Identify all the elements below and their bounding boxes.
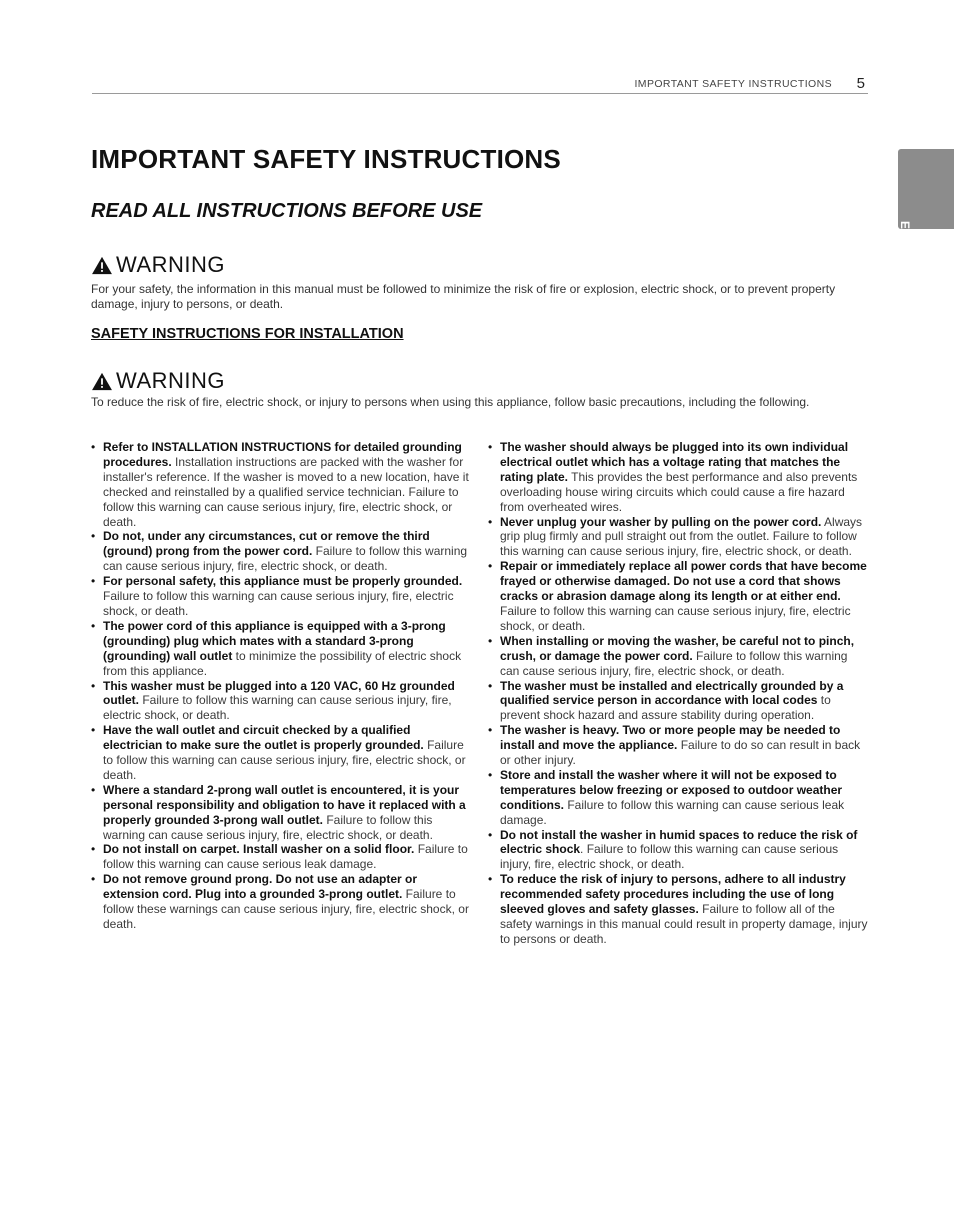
right-instruction-list	[488, 440, 870, 947]
list-item: • Have the wall outlet and circuit checked by a qualified electrician to make sure the outlet is properly grounded. Failure to follow this warning can cause serious injury, fire, electric shock, or death.	[91, 723, 471, 783]
list-item: • This washer must be plugged into a 120 VAC, 60 Hz grounded outlet. Failure to follow this warning can cause serious injury, fire, electric shock, or death.	[91, 679, 471, 724]
list-item: • The washer is heavy. Two or more people may be needed to install and move the appliance. Failure to do so can result in back or other injury.	[488, 723, 870, 768]
warning-text-general: For your safety, the information in this manual must be followed to minimize the risk of fire or explosion, electric shock, or to prevent property damage, injury to persons, or death.	[91, 282, 836, 311]
left-instruction-list	[91, 440, 471, 932]
page-subtitle: READ ALL INSTRUCTIONS BEFORE USE	[91, 200, 483, 222]
list-item: • Do not, under any circumstances, cut or remove the third (ground) prong from the power cord. Failure to follow this warning can cause serious injury, fire, electric shock, or death.	[91, 529, 471, 574]
language-tab	[898, 149, 954, 283]
list-item: • Never unplug your washer by pulling on the power cord. Always grip plug firmly and pull straight out from the outlet. Failure to follow this warning can cause serious injury, fire, electric shock, or death.	[488, 515, 870, 560]
warning-label: WARNING	[116, 368, 226, 393]
language-tab-label: ENGLISH	[898, 221, 912, 283]
page-number: 5	[856, 75, 865, 92]
list-item: • Where a standard 2-prong wall outlet is encountered, it is your personal responsibility and obligation to have it replaced with a properly grounded 3-prong wall outlet. Failure to follow this warning can cause serious injury, fire, electric shock, or death.	[91, 783, 471, 843]
list-item: • To reduce the risk of injury to persons, adhere to all industry recommended safety procedures including the use of long sleeved gloves and safety glasses. Failure to follow all of the safety warnings in this manual could result in property damage, injury to persons or death.	[488, 872, 870, 947]
warning-triangle-icon	[91, 256, 113, 275]
warning-heading-general	[91, 252, 225, 278]
running-title: IMPORTANT SAFETY INSTRUCTIONS	[634, 78, 832, 90]
list-item: • Repair or immediately replace all power cords that have become frayed or otherwise damaged. Do not use a cord that shows cracks or abrasion damage along its length or at either end. Failure to follow this warning can cause serious injury, fire, electric shock, or death.	[488, 559, 870, 634]
running-header	[92, 77, 868, 94]
list-item: • The power cord of this appliance is equipped with a 3-prong (grounding) plug which mates with a standard 3-prong (grounding) wall outlet to minimize the possibility of electric shock from this appliance.	[91, 619, 471, 679]
list-item: • For personal safety, this appliance must be properly grounded. Failure to follow this warning can cause serious injury, fire, electric shock, or death.	[91, 574, 471, 619]
list-item: • Do not remove ground prong. Do not use an adapter or extension cord. Plug into a grounded 3-prong outlet. Failure to follow these warnings can cause serious injury, fire, electric shock, or death.	[91, 872, 471, 932]
warning-triangle-icon	[91, 372, 113, 391]
list-item: • When installing or moving the washer, be careful not to pinch, crush, or damage the power cord. Failure to follow this warning can cause serious injury, fire, electric shock, or death.	[488, 634, 870, 679]
list-item: • Do not install the washer in humid spaces to reduce the risk of electric shock. Failure to follow this warning can cause serious injury, fire, electric shock, or death.	[488, 828, 870, 873]
list-item: • Do not install on carpet. Install washer on a solid floor. Failure to follow this warning can cause serious leak damage.	[91, 842, 471, 872]
page-title: IMPORTANT SAFETY INSTRUCTIONS	[91, 144, 561, 174]
warning-text-installation: To reduce the risk of fire, electric shock, or injury to persons when using this appliance, follow basic precautions, including the following.	[91, 395, 810, 409]
warning-label: WARNING	[116, 252, 226, 277]
list-item: • Refer to INSTALLATION INSTRUCTIONS for detailed grounding procedures. Installation instructions are packed with the washer for installer's reference. If the washer is moved to a new location, have it checked and reinstalled by a qualified service technician. Failure to follow this warning can cause serious injury, fire, electric shock, or death.	[91, 440, 471, 529]
warning-heading-installation	[91, 368, 225, 394]
list-item: • The washer should always be plugged into its own individual electrical outlet which has a voltage rating that matches the rating plate. This provides the best performance and also prevents overloading house wiring circuits which could cause a fire hazard from overheated wires.	[488, 440, 870, 515]
section-title-installation: SAFETY INSTRUCTIONS FOR INSTALLATION	[91, 326, 404, 342]
list-item: • The washer must be installed and electrically grounded by a qualified service person in accordance with local codes to prevent shock hazard and assure stability during operation.	[488, 679, 870, 724]
list-item: • Store and install the washer where it will not be exposed to temperatures below freezing or exposed to outdoor weather conditions. Failure to follow this warning can cause serious leak damage.	[488, 768, 870, 828]
